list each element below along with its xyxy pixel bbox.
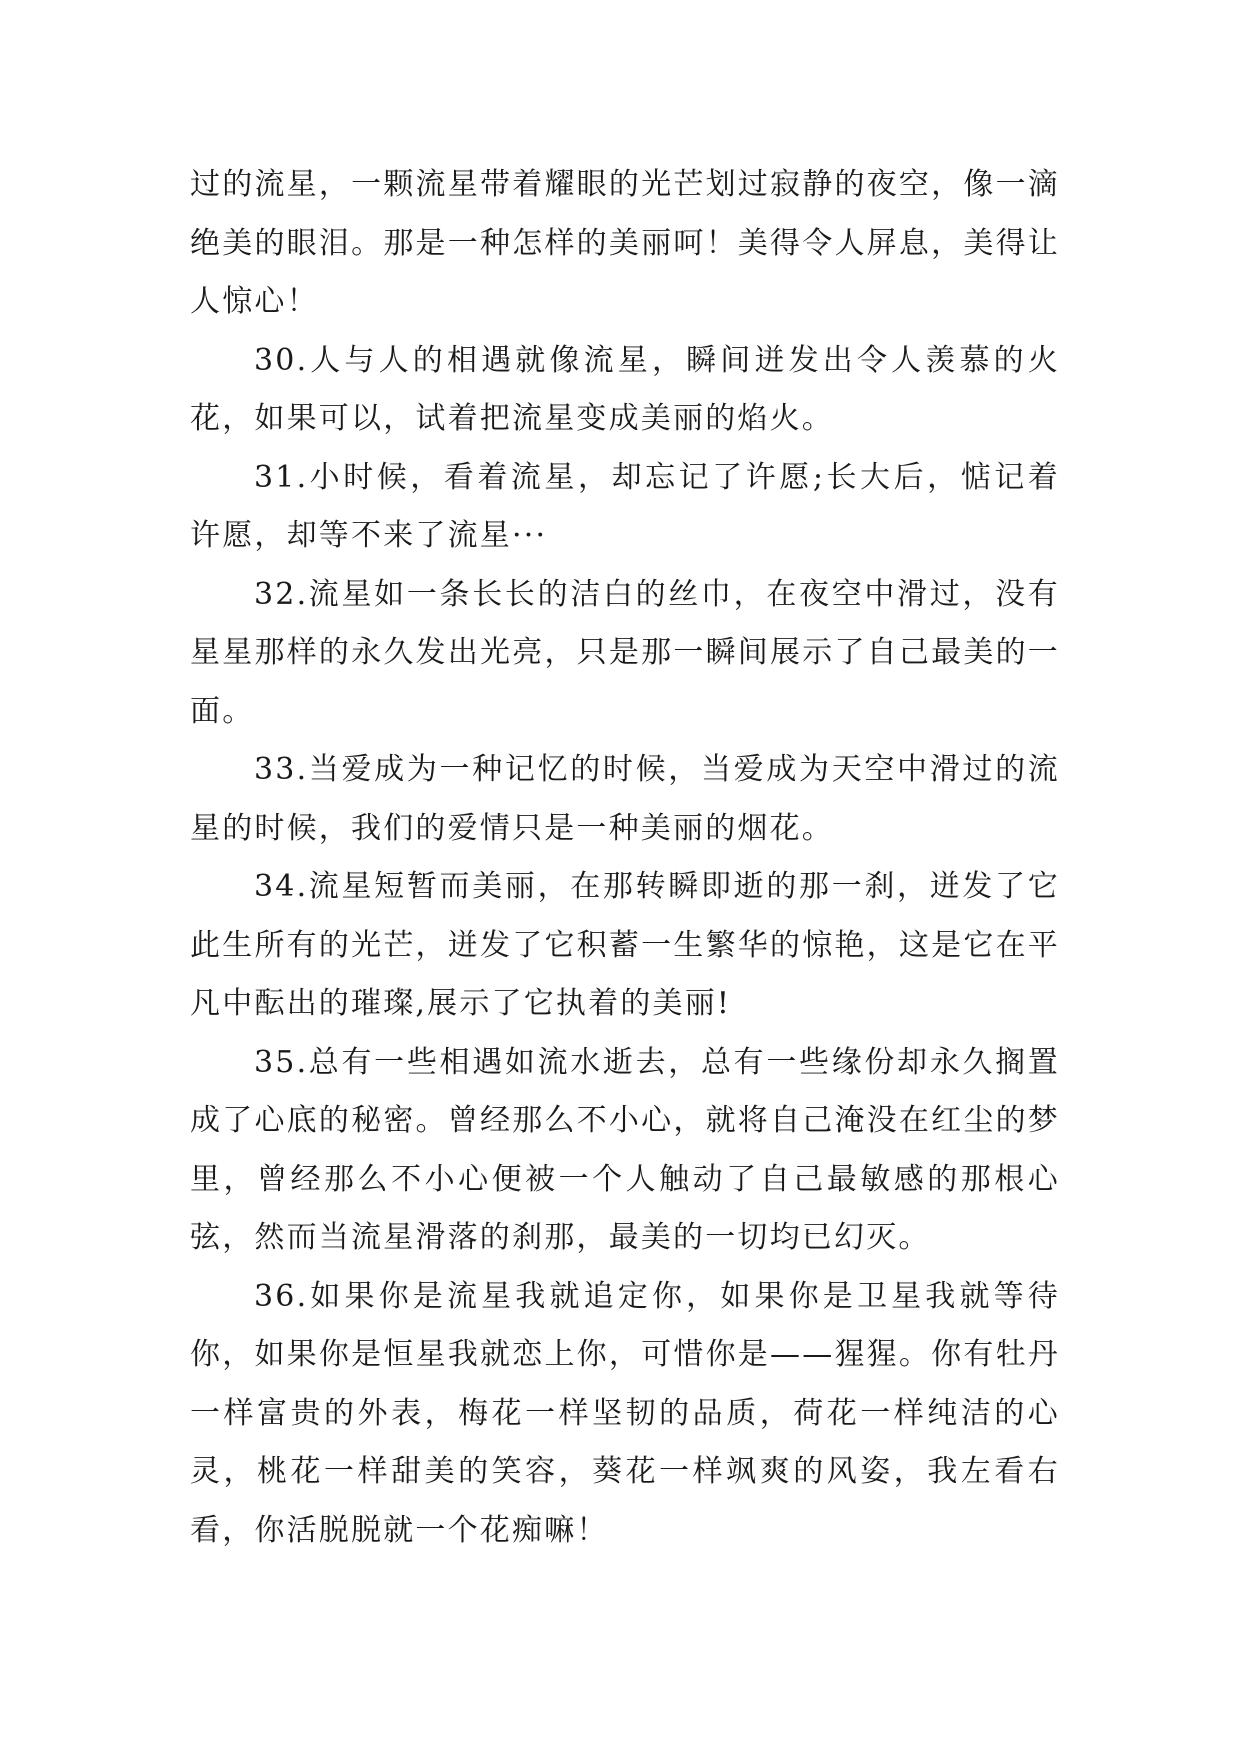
paragraph-continuation: 过的流星，一颗流星带着耀眼的光芒划过寂静的夜空，像一滴绝美的眼泪。那是一种怎样的美丽呵！美得令人屏息，美得让人惊心！ (190, 167, 1060, 319)
paragraph-30: 30.人与人的相遇就像流星，瞬间迸发出令人羡慕的火花，如果可以，试着把流星变成美丽的焰火。 (190, 342, 1060, 436)
paragraph-36: 36.如果你是流星我就追定你，如果你是卫星我就等待你，如果你是恒星我就恋上你，可惜你是——猩猩。你有牡丹一样富贵的外表，梅花一样坚韧的品质，荷花一样纯洁的心灵，桃花一样甜美的笑容，葵花一样飒爽的风姿，我左看右看，你活脱脱就一个花痴嘛！ (190, 1278, 1060, 1548)
document-body (190, 156, 1060, 1560)
paragraph-35: 35.总有一些相遇如流水逝去，总有一些缘份却永久搁置成了心底的秘密。曾经那么不小心，就将自己淹没在红尘的梦里，曾经那么不小心便被一个人触动了自己最敏感的那根心弦，然而当流星滑落的刹那，最美的一切均已幻灭。 (190, 1044, 1060, 1255)
paragraph-31: 31.小时候，看着流星，却忘记了许愿;长大后，惦记着许愿，却等不来了流星··· (190, 459, 1060, 553)
paragraph-32: 32.流星如一条长长的洁白的丝巾，在夜空中滑过，没有星星那样的永久发出光亮，只是那一瞬间展示了自己最美的一面。 (190, 576, 1060, 729)
paragraph-34: 34.流星短暂而美丽，在那转瞬即逝的那一刹，迸发了它此生所有的光芒，迸发了它积蓄一生繁华的惊艳，这是它在平凡中酝出的璀璨,展示了它执着的美丽! (190, 869, 1060, 1021)
paragraph-33: 33.当爱成为一种记忆的时候，当爱成为天空中滑过的流星的时候，我们的爱情只是一种美丽的烟花。 (190, 752, 1060, 846)
